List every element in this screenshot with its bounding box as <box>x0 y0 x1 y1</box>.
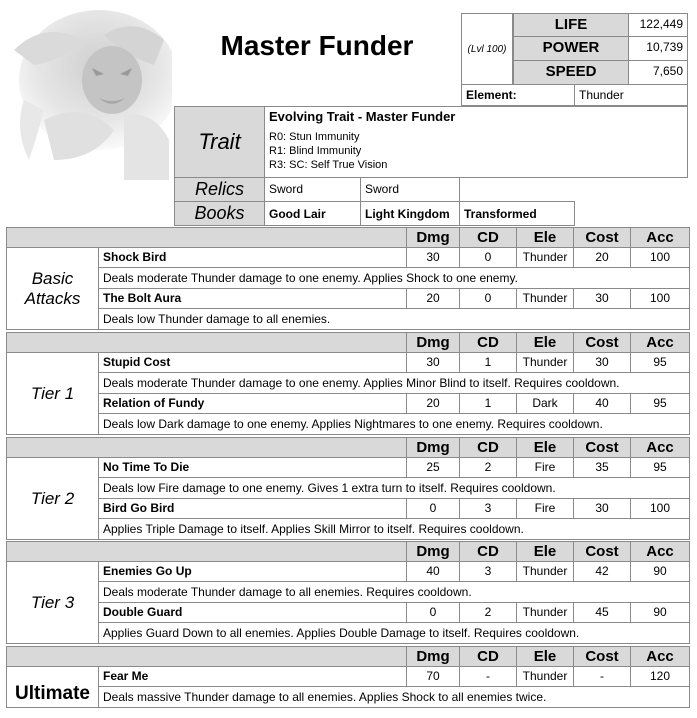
column-header-cd: CD <box>459 437 517 458</box>
skill-description: Deals massive Thunder damage to all enemies. Applies Shock to all enemies twice. <box>98 686 690 708</box>
skill-cd: 3 <box>459 498 517 519</box>
skill-cost: 30 <box>573 498 631 519</box>
skill-cd: 1 <box>459 393 517 414</box>
skill-description: Applies Guard Down to all enemies. Applies Double Damage to itself. Requires cooldown. <box>98 622 690 644</box>
skill-acc: 95 <box>630 393 690 414</box>
skill-dmg: 40 <box>406 561 460 582</box>
section-header-band <box>6 437 407 458</box>
stat-value-life: 122,449 <box>628 13 688 37</box>
column-header-dmg: Dmg <box>406 541 460 562</box>
column-header-cd: CD <box>459 541 517 562</box>
section-header-band <box>6 646 407 667</box>
section-label: Basic Attacks <box>6 247 99 330</box>
skill-name: No Time To Die <box>98 457 407 478</box>
skill-dmg: 0 <box>406 602 460 623</box>
skill-acc: 100 <box>630 288 690 309</box>
trait-line-r3: R3: SC: Self True Vision <box>269 159 388 171</box>
skill-cd: 3 <box>459 561 517 582</box>
skill-description: Deals moderate Thunder damage to one enemy. Applies Shock to one enemy. <box>98 267 690 289</box>
skill-ele: Thunder <box>516 288 574 309</box>
column-header-acc: Acc <box>630 437 690 458</box>
element-value: Thunder <box>574 84 688 106</box>
skill-dmg: 30 <box>406 352 460 373</box>
skill-dmg: 70 <box>406 666 460 687</box>
character-level: (Lvl 100) <box>461 13 513 85</box>
skill-dmg: 20 <box>406 288 460 309</box>
column-header-dmg: Dmg <box>406 227 460 248</box>
trait-box <box>264 106 688 178</box>
book-slot-2: Light Kingdom <box>360 201 460 226</box>
section-label: Tier 1 <box>6 352 99 435</box>
skill-dmg: 25 <box>406 457 460 478</box>
stat-label-speed: SPEED <box>513 60 629 85</box>
skill-name: Fear Me <box>98 666 407 687</box>
column-header-acc: Acc <box>630 646 690 667</box>
section-header-band <box>6 332 407 353</box>
stat-value-speed: 7,650 <box>628 60 688 85</box>
skill-dmg: 30 <box>406 247 460 268</box>
skill-name: Shock Bird <box>98 247 407 268</box>
section-label: Ultimate <box>6 666 99 708</box>
skill-cd: 2 <box>459 602 517 623</box>
skill-ele: Thunder <box>516 247 574 268</box>
column-header-ele: Ele <box>516 646 574 667</box>
column-header-cost: Cost <box>573 227 631 248</box>
monster-portrait-icon <box>4 10 172 180</box>
skill-cost: 30 <box>573 288 631 309</box>
skill-description: Deals moderate Thunder damage to one enemy. Applies Minor Blind to itself. Requires cooldown. <box>98 372 690 394</box>
column-header-acc: Acc <box>630 541 690 562</box>
skill-dmg: 0 <box>406 498 460 519</box>
trait-line-r1: R1: Blind Immunity <box>269 145 362 157</box>
character-name: Master Funder <box>220 30 414 61</box>
skill-ele: Dark <box>516 393 574 414</box>
skill-cost: 42 <box>573 561 631 582</box>
column-header-dmg: Dmg <box>406 646 460 667</box>
skill-acc: 90 <box>630 561 690 582</box>
skill-description: Applies Triple Damage to itself. Applies Skill Mirror to itself. Requires cooldown. <box>98 518 690 540</box>
skill-acc: 100 <box>630 247 690 268</box>
character-portrait <box>4 10 172 180</box>
section-header-band <box>6 541 407 562</box>
column-header-cost: Cost <box>573 437 631 458</box>
skill-acc: 120 <box>630 666 690 687</box>
skill-cost: 40 <box>573 393 631 414</box>
column-header-acc: Acc <box>630 332 690 353</box>
skill-description: Deals low Dark damage to one enemy. Applies Nightmares to one enemy. Requires cooldown. <box>98 413 690 435</box>
skill-ele: Fire <box>516 498 574 519</box>
book-slot-3: Transformed <box>459 201 575 226</box>
book-slot-1: Good Lair <box>264 201 361 226</box>
skill-name: Stupid Cost <box>98 352 407 373</box>
column-header-acc: Acc <box>630 227 690 248</box>
skill-name: Double Guard <box>98 602 407 623</box>
skill-dmg: 20 <box>406 393 460 414</box>
skill-description: Deals moderate Thunder damage to all enemies. Requires cooldown. <box>98 581 690 603</box>
skill-acc: 95 <box>630 352 690 373</box>
skill-acc: 95 <box>630 457 690 478</box>
column-header-cd: CD <box>459 227 517 248</box>
skill-cd: 2 <box>459 457 517 478</box>
column-header-cd: CD <box>459 332 517 353</box>
relics-label: Relics <box>174 177 265 202</box>
skill-cost: 45 <box>573 602 631 623</box>
skill-name: Enemies Go Up <box>98 561 407 582</box>
trait-title: Evolving Trait - Master Funder <box>269 109 456 124</box>
column-header-cd: CD <box>459 646 517 667</box>
element-label: Element: <box>461 84 575 106</box>
skill-name: The Bolt Aura <box>98 288 407 309</box>
skill-description: Deals low Thunder damage to all enemies. <box>98 308 690 330</box>
skill-cost: 30 <box>573 352 631 373</box>
stat-value-power: 10,739 <box>628 36 688 61</box>
skill-cd: 1 <box>459 352 517 373</box>
stat-label-life: LIFE <box>513 13 629 37</box>
column-header-dmg: Dmg <box>406 332 460 353</box>
skill-name: Relation of Fundy <box>98 393 407 414</box>
skill-cost: - <box>573 666 631 687</box>
column-header-ele: Ele <box>516 227 574 248</box>
skill-ele: Thunder <box>516 666 574 687</box>
skill-ele: Thunder <box>516 352 574 373</box>
skill-cd: - <box>459 666 517 687</box>
trait-label: Trait <box>174 106 265 178</box>
skill-cd: 0 <box>459 288 517 309</box>
section-label: Tier 3 <box>6 561 99 644</box>
skill-cd: 0 <box>459 247 517 268</box>
skill-cost: 35 <box>573 457 631 478</box>
section-header-band <box>6 227 407 248</box>
column-header-dmg: Dmg <box>406 437 460 458</box>
column-header-ele: Ele <box>516 541 574 562</box>
skill-ele: Thunder <box>516 602 574 623</box>
section-label: Tier 2 <box>6 457 99 540</box>
trait-line-r0: R0: Stun Immunity <box>269 131 360 143</box>
stat-label-power: POWER <box>513 36 629 61</box>
skill-name: Bird Go Bird <box>98 498 407 519</box>
skill-description: Deals low Fire damage to one enemy. Gives 1 extra turn to itself. Requires cooldown. <box>98 477 690 499</box>
relic-slot-1: Sword <box>264 177 361 202</box>
skill-ele: Thunder <box>516 561 574 582</box>
column-header-ele: Ele <box>516 332 574 353</box>
relic-slot-2: Sword <box>360 177 460 202</box>
skill-ele: Fire <box>516 457 574 478</box>
column-header-ele: Ele <box>516 437 574 458</box>
skill-cost: 20 <box>573 247 631 268</box>
books-label: Books <box>174 201 265 226</box>
column-header-cost: Cost <box>573 332 631 353</box>
skill-acc: 90 <box>630 602 690 623</box>
column-header-cost: Cost <box>573 541 631 562</box>
skill-acc: 100 <box>630 498 690 519</box>
column-header-cost: Cost <box>573 646 631 667</box>
